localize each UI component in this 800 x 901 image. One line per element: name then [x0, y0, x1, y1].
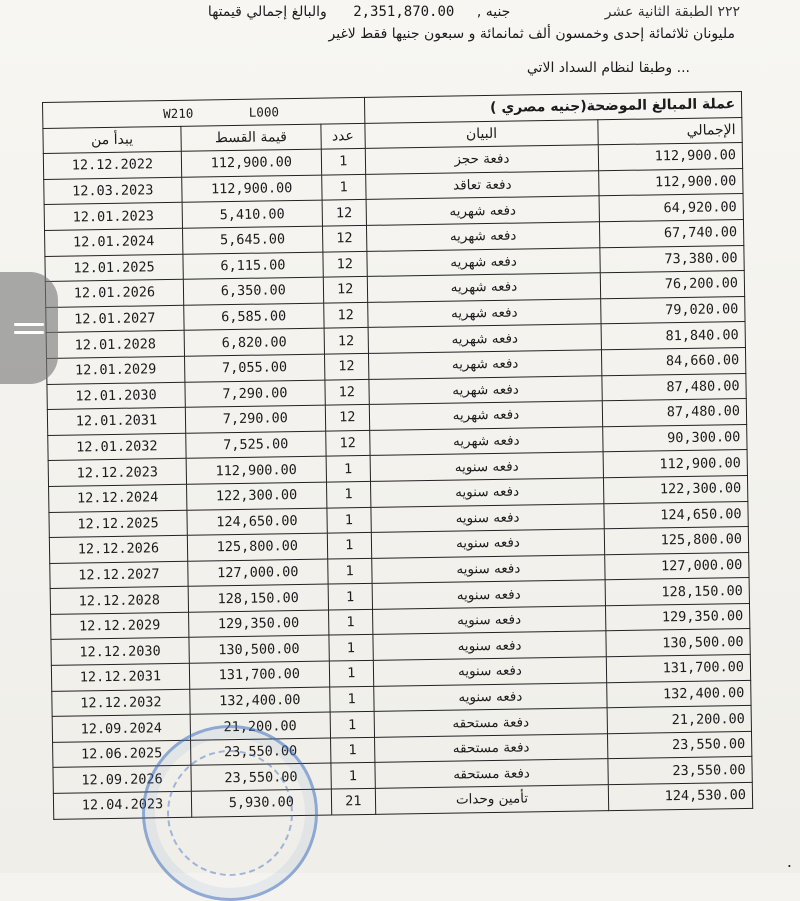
- total-cell: 84,660.00: [602, 347, 746, 375]
- installment-cell: 112,900.00: [181, 149, 321, 177]
- installment-cell: 128,150.00: [188, 584, 328, 612]
- header-line-payment-system: وطبقا لنظام السداد الاتي ...: [526, 60, 690, 76]
- total-cell: 90,300.00: [603, 424, 747, 452]
- count-cell: 12: [323, 302, 367, 328]
- count-cell: 1: [326, 481, 370, 507]
- header-total-amount: 2,351,870.00: [353, 4, 455, 20]
- start-date-cell: 12.12.2022: [43, 152, 181, 180]
- description-cell: دفعه شهريه: [368, 324, 602, 353]
- description-cell: دفعه شهريه: [367, 273, 601, 302]
- table-title: عملة المبالغ الموضحة(جنيه مصري ): [364, 92, 742, 124]
- total-cell: 124,530.00: [608, 782, 752, 810]
- header-prefix: ٢٢٢ الطبقة الثانية عشر: [604, 4, 740, 20]
- header-line-total: [208, 4, 740, 20]
- total-cell: 124,650.00: [604, 501, 748, 529]
- start-date-cell: 12.12.2031: [51, 663, 189, 691]
- start-date-cell: 12.01.2023: [44, 203, 182, 231]
- description-cell: تأمين وحدات: [375, 785, 609, 814]
- installment-cell: 6,350.00: [183, 277, 323, 305]
- start-date-cell: 12.12.2026: [49, 535, 187, 563]
- column-header-description: البيان: [365, 119, 599, 148]
- column-header-installment: قيمة القسط: [181, 124, 321, 152]
- description-cell: دفعة مستحقه: [375, 759, 609, 788]
- total-cell: 81,840.00: [601, 322, 745, 350]
- description-cell: دفعه سنويه: [373, 682, 607, 711]
- start-date-cell: 12.12.2032: [52, 689, 190, 717]
- total-cell: 76,200.00: [600, 271, 744, 299]
- reference-code-1: W210: [163, 105, 194, 121]
- description-cell: دفعه شهريه: [369, 401, 603, 430]
- installment-cell: 131,700.00: [189, 661, 329, 689]
- description-cell: دفعه شهريه: [366, 196, 600, 225]
- installment-cell: 129,350.00: [188, 610, 328, 638]
- description-cell: دفعه سنويه: [370, 478, 604, 507]
- count-cell: 12: [325, 379, 369, 405]
- start-date-cell: 12.03.2023: [44, 177, 182, 205]
- start-date-cell: 12.06.2025: [53, 740, 191, 768]
- description-cell: دفعه سنويه: [371, 503, 605, 532]
- description-cell: دفعة مستحقه: [374, 734, 608, 763]
- header-total-label: والبالغ إجمالي قيمتها: [207, 4, 327, 20]
- description-cell: دفعه سنويه: [372, 580, 606, 609]
- total-cell: 112,900.00: [598, 143, 742, 171]
- start-date-cell: 12.12.2028: [50, 587, 188, 615]
- count-cell: 1: [328, 609, 372, 635]
- table-body: [43, 143, 752, 819]
- column-header-total: الإجمالي: [598, 117, 742, 145]
- count-cell: 1: [330, 712, 374, 738]
- description-cell: دفعه سنويه: [371, 554, 605, 583]
- installment-cell: 7,525.00: [186, 431, 326, 459]
- start-date-cell: 12.01.2032: [48, 433, 186, 461]
- column-header-count: عدد: [321, 123, 365, 149]
- start-date-cell: 12.09.2024: [52, 715, 190, 743]
- description-cell: دفعه سنويه: [372, 606, 606, 635]
- start-date-cell: 12.01.2028: [46, 331, 184, 359]
- count-cell: 12: [322, 225, 366, 251]
- payment-schedule-table: [42, 91, 753, 820]
- count-cell: 1: [321, 174, 365, 200]
- count-cell: 1: [329, 635, 373, 661]
- side-drag-handle[interactable]: [0, 272, 58, 384]
- description-cell: دفعه سنويه: [373, 631, 607, 660]
- start-date-cell: 12.01.2029: [47, 356, 185, 384]
- header-line-words: مليونان ثلاثمائة إحدى وخمسون ألف ثمانمائة و سبعون جنيها فقط لاغير: [328, 26, 735, 42]
- total-cell: 21,200.00: [607, 706, 751, 734]
- total-cell: 73,380.00: [600, 245, 744, 273]
- start-date-cell: 12.01.2024: [45, 228, 183, 256]
- count-cell: 1: [327, 532, 371, 558]
- start-date-cell: 12.01.2030: [47, 382, 185, 410]
- count-cell: 21: [331, 788, 375, 814]
- installment-cell: 125,800.00: [187, 533, 327, 561]
- count-cell: 1: [330, 737, 374, 763]
- installment-cell: 112,900.00: [182, 175, 322, 203]
- total-cell: 23,550.00: [608, 757, 752, 785]
- installment-cell: 7,290.00: [185, 380, 325, 408]
- count-cell: 12: [324, 353, 368, 379]
- total-cell: 79,020.00: [601, 296, 745, 324]
- installment-cell: 21,200.00: [190, 712, 330, 740]
- installment-cell: 130,500.00: [189, 636, 329, 664]
- total-cell: 67,740.00: [600, 219, 744, 247]
- reference-code-2: L000: [248, 104, 280, 120]
- count-cell: 12: [323, 277, 367, 303]
- count-cell: 1: [328, 558, 372, 584]
- installment-cell: 112,900.00: [186, 456, 326, 484]
- count-cell: 1: [321, 149, 365, 175]
- installment-cell: 127,000.00: [188, 559, 328, 587]
- installment-cell: 124,650.00: [187, 508, 327, 536]
- header-currency: جنيه ,: [476, 4, 511, 20]
- description-cell: دفعه شهريه: [369, 426, 603, 455]
- installment-cell: 5,930.00: [191, 789, 331, 817]
- description-cell: دفعه سنويه: [371, 529, 605, 558]
- page-corner-mark: .: [786, 852, 792, 871]
- installment-cell: 23,550.00: [190, 738, 330, 766]
- count-cell: 12: [323, 251, 367, 277]
- description-cell: دفعه شهريه: [367, 247, 601, 276]
- start-date-cell: 12.01.2031: [47, 407, 185, 435]
- total-cell: 87,480.00: [602, 399, 746, 427]
- description-cell: دفعة مستحقه: [374, 708, 608, 737]
- total-cell: 23,550.00: [608, 731, 752, 759]
- installment-cell: 5,410.00: [182, 200, 322, 228]
- start-date-cell: 12.12.2025: [49, 510, 187, 538]
- installment-cell: 122,300.00: [186, 482, 326, 510]
- description-cell: دفعه شهريه: [369, 375, 603, 404]
- start-date-cell: 12.12.2023: [48, 459, 186, 487]
- total-cell: 127,000.00: [605, 552, 749, 580]
- start-date-cell: 12.01.2025: [45, 254, 183, 282]
- count-cell: 1: [330, 686, 374, 712]
- start-date-cell: 12.12.2027: [50, 561, 188, 589]
- description-cell: دفعه شهريه: [367, 298, 601, 327]
- description-cell: دفعه شهريه: [366, 222, 600, 251]
- total-cell: 87,480.00: [602, 373, 746, 401]
- count-cell: 1: [331, 763, 375, 789]
- count-cell: 12: [322, 200, 366, 226]
- count-cell: 12: [325, 405, 369, 431]
- start-date-cell: 12.04.2023: [53, 791, 191, 819]
- count-cell: 1: [328, 584, 372, 610]
- installment-cell: 132,400.00: [190, 687, 330, 715]
- start-date-cell: 12.01.2026: [45, 279, 183, 307]
- start-date-cell: 12.09.2026: [53, 766, 191, 794]
- column-header-start-date: يبدأ من: [43, 126, 181, 154]
- total-cell: 128,150.00: [605, 578, 749, 606]
- total-cell: 125,800.00: [604, 527, 748, 555]
- count-cell: 1: [327, 507, 371, 533]
- count-cell: 1: [329, 660, 373, 686]
- count-cell: 1: [326, 456, 370, 482]
- installment-cell: 23,550.00: [191, 763, 331, 791]
- start-date-cell: 12.01.2027: [46, 305, 184, 333]
- start-date-cell: 12.12.2029: [51, 612, 189, 640]
- total-cell: 129,350.00: [606, 603, 750, 631]
- description-cell: دفعة تعاقد: [365, 171, 599, 200]
- installment-cell: 7,290.00: [185, 405, 325, 433]
- installment-cell: 5,645.00: [182, 226, 322, 254]
- drag-handle-icon: [14, 318, 44, 339]
- total-cell: 112,900.00: [603, 450, 747, 478]
- total-cell: 132,400.00: [607, 680, 751, 708]
- installment-cell: 6,115.00: [183, 252, 323, 280]
- start-date-cell: 12.12.2030: [51, 638, 189, 666]
- installment-cell: 6,820.00: [184, 328, 324, 356]
- count-cell: 12: [324, 328, 368, 354]
- description-cell: دفعه سنويه: [370, 452, 604, 481]
- total-cell: 64,920.00: [599, 194, 743, 222]
- total-cell: 122,300.00: [604, 475, 748, 503]
- start-date-cell: 12.12.2024: [49, 484, 187, 512]
- description-cell: دفعه سنويه: [373, 657, 607, 686]
- installment-cell: 6,585.00: [184, 303, 324, 331]
- description-cell: دفعه شهريه: [368, 350, 602, 379]
- installment-cell: 7,055.00: [184, 354, 324, 382]
- total-cell: 112,900.00: [599, 168, 743, 196]
- total-cell: 131,700.00: [606, 655, 750, 683]
- description-cell: دفعة حجز: [365, 145, 599, 174]
- count-cell: 12: [325, 430, 369, 456]
- total-cell: 130,500.00: [606, 629, 750, 657]
